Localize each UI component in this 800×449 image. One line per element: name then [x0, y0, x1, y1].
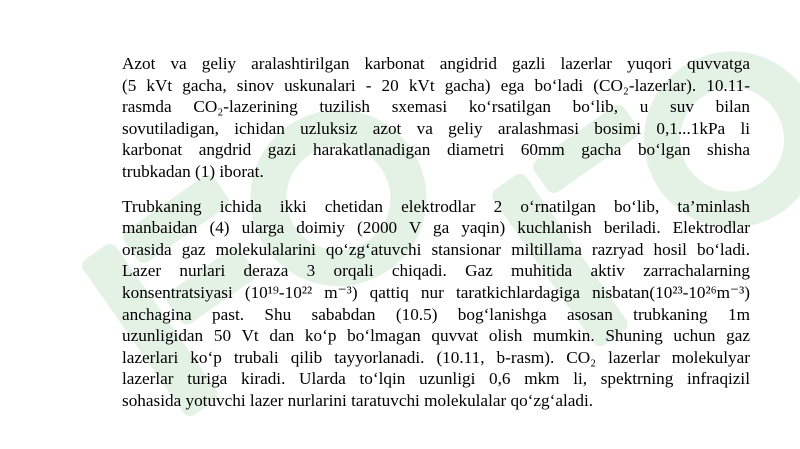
text-line: rasmda CO₂-lazerining tuzilish sxemasi ko‘rsatilgan bo‘lib, u suv bilan	[122, 97, 750, 117]
text-line: anchagina past. Shu sababdan (10.5) bog‘lanishga asosan trubkaning 1m	[122, 304, 750, 324]
text-line: orasida gaz molekulalarini qo‘zg‘atuvchi stansionar miltillama razryad hosil bo‘ladi.	[122, 239, 750, 259]
text-line: konsentratsiyasi (10¹⁹-10²² m⁻³) qattiq nur taratkichlardagiga nisbatan(10²³-10²⁶m⁻³)	[122, 282, 750, 302]
text-line: lazerlar turiga kiradi. Ularda to‘lqin uzunligi 0,6 mkm li, spektrning infraqizil	[122, 369, 750, 389]
text-line: manbaidan (4) ularga doimiy (2000 V ga yaqin) kuchlanish beriladi. Elektrodlar	[122, 218, 750, 238]
paragraph-1	[70, 53, 750, 183]
text-line: Lazer nurlari deraza 3 orqali chiqadi. Gaz muhitida aktiv zarrachalarning	[122, 261, 750, 281]
text-line: Azot va geliy aralashtirilgan karbonat angidrid gazli lazerlar yuqori quvvatga	[122, 54, 750, 73]
text-line: lazerlari ko‘p trubali qilib tayyorlanadi. (10.11, b-rasm). CO₂ lazerlar molekulyar	[122, 347, 750, 367]
text-line: sohasida yotuvchi lazer nurlarini taratuvchi molekulalar qo‘zg‘aladi.	[122, 390, 594, 410]
text-line: karbonat angdrid gazi harakatlanadigan diametri 60mm gacha bo‘lgan shisha	[122, 140, 750, 160]
text-line: uzunligidan 50 Vt dan ko‘p bo‘lmagan quvvat olish mumkin. Shuning uchun gaz	[122, 326, 750, 346]
text-line: Trubkaning ichida ikki chetidan elektrodlar 2 o‘rnatilgan bo‘lib, ta’minlash	[122, 196, 750, 216]
text-line: trubkadan (1) iborat.	[122, 161, 264, 181]
text-line: sovutiladigan, ichidan uzluksiz azot va geliy aralashmasi bosimi 0,1...1kPa li	[122, 118, 750, 138]
document-body	[70, 53, 750, 412]
text-line: (5 kVt gacha, sinov uskunalari - 20 kVt gacha) ega bo‘ladi (CO₂-lazerlar). 10.11-	[122, 75, 750, 95]
paragraph-2	[70, 196, 750, 412]
